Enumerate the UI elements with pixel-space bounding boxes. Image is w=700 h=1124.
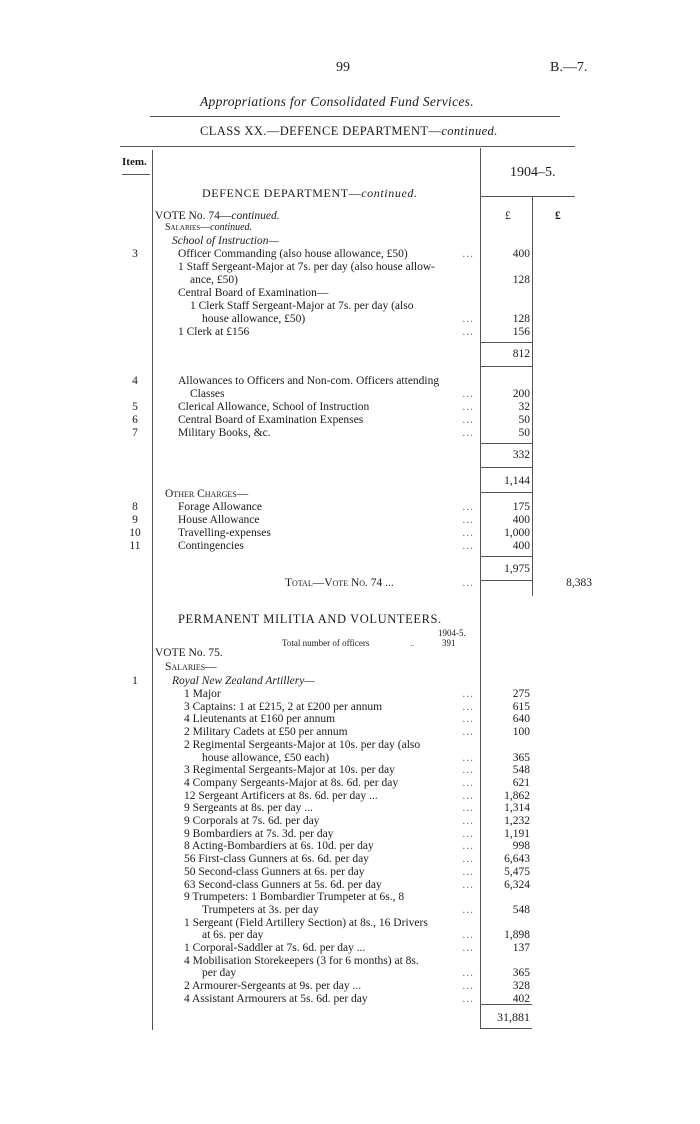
militia-salaries-heading: Salaries— — [165, 661, 217, 673]
leader-dots: ... — [462, 726, 474, 738]
line-amount: 548 — [512, 764, 530, 776]
subtotal-rule — [480, 1028, 532, 1029]
line-text: Allowances to Officers and Non-com. Officers attending — [178, 375, 440, 387]
leader-dots: ... — [462, 701, 474, 713]
subtotal-rule — [480, 467, 532, 468]
year-header-rule — [480, 196, 575, 197]
line-text: 2 Regimental Sergeants-Major at 10s. per day (also — [184, 739, 421, 751]
artillery-heading: Royal New Zealand Artillery— — [172, 675, 315, 687]
line-amount: 402 — [512, 993, 530, 1005]
leader-dots: ... — [462, 388, 474, 400]
line-text: Travelling-expenses — [178, 527, 271, 539]
item-number: 6 — [132, 414, 138, 426]
defence-title-continued: continued. — [361, 186, 418, 200]
leader-dots: ... — [462, 904, 474, 916]
line-amount: 32 — [518, 401, 530, 413]
leader-dots: ... — [462, 879, 474, 891]
leader-dots: ... — [462, 993, 474, 1005]
class-title-text: CLASS XX.—DEFENCE DEPARTMENT— — [200, 124, 442, 138]
leader-dots: ... — [462, 577, 474, 589]
line-text: 2 Military Cadets at £50 per annum — [184, 726, 348, 738]
line-text: Trumpeters at 3s. per day — [202, 904, 319, 916]
subtotal-rule — [480, 366, 532, 367]
leader-dots: ... — [462, 866, 474, 878]
pound-sign-2: £ — [555, 210, 561, 222]
vote-74-continued: continued. — [231, 210, 280, 222]
line-text: 4 Mobilisation Storekeepers (3 for 6 months) at 8s. — [184, 955, 419, 967]
line-text: house allowance, £50) — [202, 313, 306, 325]
running-title: Appropriations for Consolidated Fund Services. — [200, 94, 474, 109]
line-amount: 200 — [512, 388, 530, 400]
line-amount: 615 — [512, 701, 530, 713]
salaries-continued: continued. — [210, 222, 253, 233]
line-text: 1 Corporal-Saddler at 7s. 6d. per day ... — [184, 942, 366, 954]
defence-section-title — [202, 186, 418, 201]
line-text: Officer Commanding (also house allowance, £50) — [178, 248, 408, 260]
leader-dots: ... — [462, 326, 474, 338]
leader-dots: ... — [462, 840, 474, 852]
leader-dots: ... — [462, 713, 474, 725]
leader-dots: ... — [462, 853, 474, 865]
subtotal-rule — [480, 443, 532, 444]
line-amount: 275 — [512, 688, 530, 700]
line-amount: 5,475 — [504, 866, 530, 878]
leader-dots: ... — [462, 414, 474, 426]
item-number: 8 — [132, 501, 138, 513]
line-text: Central Board of Examination— — [178, 287, 329, 299]
line-amount: 6,643 — [504, 853, 530, 865]
leader-dots: ... — [462, 828, 474, 840]
leader-dots: ... — [462, 790, 474, 802]
line-text: per day — [202, 967, 237, 979]
line-text: 3 Captains: 1 at £215, 2 at £200 per annum — [184, 701, 383, 713]
subtotal-rule — [480, 492, 532, 493]
item-number: 11 — [129, 540, 141, 552]
school-heading: School of Instruction— — [172, 235, 279, 247]
item-number: 7 — [132, 427, 138, 439]
item-column-divider — [152, 150, 153, 1030]
table-top-rule — [120, 146, 575, 147]
amount-column-left — [480, 148, 481, 1028]
line-text: 12 Sergeant Artificers at 8s. 6d. per day ... — [184, 790, 378, 802]
amount-column-mid — [532, 196, 533, 596]
line-amount: 400 — [512, 540, 530, 552]
line-amount: 128 — [512, 274, 530, 286]
officers-label: Total number of officers — [282, 638, 370, 648]
leader-dots: ... — [462, 802, 474, 814]
leader-dots: ... — [462, 427, 474, 439]
line-amount: 50 — [518, 414, 530, 426]
line-text: 4 Lieutenants at £160 per annum — [184, 713, 336, 725]
subtotal-332: 332 — [512, 449, 530, 461]
line-text: 1 Staff Sergeant-Major at 7s. per day (also house allow- — [178, 261, 435, 273]
line-amount: 128 — [512, 313, 530, 325]
vote-74-total-label: Total—Vote No. 74 ... — [285, 577, 394, 589]
line-text: 4 Assistant Armourers at 5s. 6d. per day — [184, 993, 368, 1005]
vote-74-total: 8,383 — [566, 577, 592, 589]
line-text: 1 Clerk Staff Sergeant-Major at 7s. per day (also — [190, 300, 414, 312]
subtotal-1144: 1,144 — [504, 475, 530, 487]
line-amount: 400 — [512, 248, 530, 260]
line-amount: 365 — [512, 752, 530, 764]
line-text: house allowance, £50 each) — [202, 752, 330, 764]
leader-dots: ... — [462, 815, 474, 827]
report-reference: B.—7. — [550, 60, 588, 75]
item-number: 10 — [129, 527, 141, 539]
leader-dots: ... — [462, 514, 474, 526]
subtotal-rule — [480, 1004, 532, 1005]
leader-dots: ... — [462, 527, 474, 539]
total-rule — [480, 580, 532, 581]
vote-74-heading — [155, 210, 280, 222]
line-text: Forage Allowance — [178, 501, 262, 513]
line-amount: 1,232 — [504, 815, 530, 827]
line-text: Central Board of Examination Expenses — [178, 414, 364, 426]
subtotal-rule — [480, 342, 532, 343]
line-amount: 1,898 — [504, 929, 530, 941]
item-number: 5 — [132, 401, 138, 413]
line-text: 1 Major — [184, 688, 221, 700]
charges-total: 1,975 — [504, 563, 530, 575]
defence-title-text: DEFENCE DEPARTMENT— — [202, 186, 362, 200]
item-number: 9 — [132, 514, 138, 526]
line-amount: 548 — [512, 904, 530, 916]
line-amount: 50 — [518, 427, 530, 439]
subtotal-812: 812 — [512, 348, 530, 360]
leader-dots: ... — [462, 764, 474, 776]
line-text: Clerical Allowance, School of Instruction — [178, 401, 370, 413]
leader-dots: ... — [462, 313, 474, 325]
year-header: 1904–5. — [510, 165, 556, 180]
leader-dots: ... — [462, 501, 474, 513]
line-amount: 621 — [512, 777, 530, 789]
line-text: 50 Second-class Gunners at 6s. per day — [184, 866, 365, 878]
line-text: House Allowance — [178, 514, 260, 526]
line-amount: 6,324 — [504, 879, 530, 891]
line-amount: 400 — [512, 514, 530, 526]
line-text: ance, £50) — [190, 274, 238, 286]
officers-dots: .. — [410, 638, 415, 648]
page-number: 99 — [336, 60, 350, 75]
leader-dots: ... — [462, 980, 474, 992]
line-amount: 1,862 — [504, 790, 530, 802]
leader-dots: ... — [462, 967, 474, 979]
leader-dots: ... — [462, 688, 474, 700]
leader-dots: ... — [462, 248, 474, 260]
item-number: 3 — [132, 248, 138, 260]
item-header-rule — [122, 174, 150, 175]
line-text: 56 First-class Gunners at 6s. 6d. per day — [184, 853, 369, 865]
salaries-heading — [165, 222, 252, 233]
line-text: 4 Company Sergeants-Major at 8s. 6d. per day — [184, 777, 399, 789]
line-text: 9 Bombardiers at 7s. 3d. per day — [184, 828, 334, 840]
line-text: at 6s. per day — [202, 929, 264, 941]
line-text: 1 Clerk at £156 — [178, 326, 250, 338]
line-text: Contingencies — [178, 540, 244, 552]
line-text: 3 Regimental Sergeants-Major at 10s. per day — [184, 764, 395, 776]
line-text: 2 Armourer-Sergeants at 9s. per day ... — [184, 980, 362, 992]
line-amount: 1,000 — [504, 527, 530, 539]
line-amount: 640 — [512, 713, 530, 725]
item-number: 4 — [132, 375, 138, 387]
officers-year: 1904-5. — [438, 628, 466, 638]
class-title — [200, 124, 498, 139]
class-title-continued: continued. — [441, 124, 498, 138]
item-column-header: Item. — [122, 156, 147, 168]
item-number: 1 — [132, 675, 138, 687]
salaries-label: Salaries— — [165, 222, 211, 233]
leader-dots: ... — [462, 401, 474, 413]
officers-count: 391 — [442, 638, 456, 648]
line-amount: 175 — [512, 501, 530, 513]
line-text: 9 Trumpeters: 1 Bombardier Trumpeter at 6s., 8 — [184, 891, 405, 903]
header-rule — [150, 116, 560, 117]
line-amount: 328 — [512, 980, 530, 992]
line-text: 9 Corporals at 7s. 6d. per day — [184, 815, 320, 827]
line-text: 1 Sergeant (Field Artillery Section) at 8s., 16 Drivers — [184, 917, 428, 929]
line-amount: 156 — [512, 326, 530, 338]
line-amount: 137 — [512, 942, 530, 954]
leader-dots: ... — [462, 929, 474, 941]
leader-dots: ... — [462, 540, 474, 552]
line-text: 8 Acting-Bombardiers at 6s. 10d. per day — [184, 840, 374, 852]
line-amount: 1,191 — [504, 828, 530, 840]
line-amount: 365 — [512, 967, 530, 979]
line-text: Classes — [190, 388, 225, 400]
other-charges-heading: Other Charges— — [165, 488, 249, 500]
pound-sign-1: £ — [505, 210, 511, 222]
militia-subtotal: 31,881 — [497, 1010, 530, 1024]
vote-74-label: VOTE No. 74— — [155, 210, 232, 222]
line-amount: 100 — [512, 726, 530, 738]
subtotal-rule — [480, 556, 532, 557]
leader-dots: ... — [462, 777, 474, 789]
line-amount: 1,314 — [504, 802, 530, 814]
line-text: 63 Second-class Gunners at 5s. 6d. per day — [184, 879, 382, 891]
vote-75-heading: VOTE No. 75. — [155, 647, 223, 659]
leader-dots: ... — [462, 942, 474, 954]
line-text: 9 Sergeants at 8s. per day ... — [184, 802, 313, 814]
line-amount: 998 — [512, 840, 530, 852]
militia-section-title: PERMANENT MILITIA AND VOLUNTEERS. — [178, 612, 442, 626]
leader-dots: ... — [462, 752, 474, 764]
line-text: Military Books, &c. — [178, 427, 271, 439]
